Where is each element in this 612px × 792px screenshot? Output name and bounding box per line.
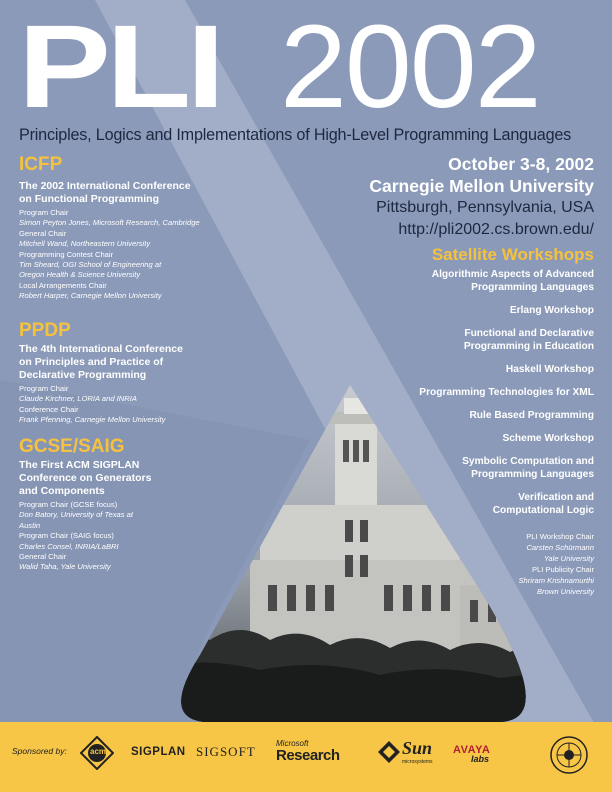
event-city: Pittsburgh, Pennsylvania, USA [376, 199, 594, 216]
person-name: Charles Consel, INRIA/LaBRI [19, 541, 119, 551]
conference-gcse-saig [19, 437, 234, 573]
workshop-item [354, 363, 594, 376]
workshop-line: Algorithmic Aspects of Advanced [431, 269, 594, 280]
role-label: Program Chair (GCSE focus) [19, 500, 118, 509]
sigplan-logo: SIGPLAN [131, 746, 186, 758]
person-name: Tim Sheard, OGI School of Engineering at [19, 260, 162, 270]
workshop-list [354, 268, 594, 527]
person-name: Walid Taha, Yale University [19, 562, 111, 572]
sun-text: Sun [402, 738, 433, 758]
workshop-line: Haskell Workshop [505, 364, 594, 375]
workshop-item [354, 304, 594, 317]
conference-name-line: on Functional Programming [19, 193, 160, 205]
role-label: Program Chair (SAIG focus) [19, 531, 114, 541]
conference-name-line: on Principles and Practice of [19, 356, 164, 368]
workshop-line: Rule Based Programming [469, 410, 594, 421]
microsoft-text: Microsoft [276, 739, 309, 748]
event-info [369, 153, 594, 241]
acm-logo-text: acm [90, 747, 107, 756]
workshop-line: Symbolic Computation and [462, 456, 594, 467]
role-label: General Chair [19, 552, 67, 562]
conference-name-line: Conference on Generators [19, 472, 152, 484]
conference-ppdp [19, 321, 234, 426]
pli-chairs [518, 531, 594, 597]
person-affiliation: Yale University [543, 554, 594, 563]
event-url[interactable]: http://pli2002.cs.brown.edu/ [398, 221, 594, 238]
role-label: Conference Chair [19, 404, 79, 414]
satellite-workshops-heading: Satellite Workshops [431, 245, 594, 264]
conference-name-line: and Components [19, 485, 105, 497]
conference-name-line: The 2002 International Conference [19, 180, 191, 192]
workshop-item [354, 455, 594, 481]
conference-name-line: The First ACM SIGPLAN [19, 459, 140, 471]
conference-name-line: The 4th International Conference [19, 343, 183, 355]
workshop-item [354, 268, 594, 294]
person-name: Robert Harper, Carnegie Mellon University [19, 291, 162, 301]
workshop-line: Programming in Education [463, 341, 594, 352]
event-date: October 3-8, 2002 [448, 154, 594, 174]
conference-abbr: GCSE/SAIG [19, 436, 125, 457]
event-host: Carnegie Mellon University [369, 176, 594, 196]
workshop-item [354, 432, 594, 445]
person-name: Frank Pfenning, Carnegie Mellon University [19, 415, 166, 425]
microsoft-research-logo [276, 739, 340, 764]
title-year: 2002 [280, 1, 540, 133]
role-label: PLI Workshop Chair [526, 532, 594, 541]
workshop-item [354, 409, 594, 422]
avaya-text: AVAYA [453, 744, 491, 756]
sponsored-by-label: Sponsored by: [12, 746, 67, 756]
avaya-labs-logo [453, 744, 490, 764]
person-name: Oregon Health & Science University [19, 270, 141, 280]
role-label: Local Arrangements Chair [19, 280, 107, 290]
workshop-line: Scheme Workshop [502, 433, 594, 444]
conference-abbr: PPDP [19, 320, 71, 341]
conference-name-line: Declarative Programming [19, 369, 147, 381]
workshop-line: Verification and [518, 492, 594, 503]
acm-logo [80, 736, 114, 770]
workshop-line: Programming Languages [471, 469, 594, 480]
person-name: Carsten Schürmann [526, 543, 594, 552]
conference-abbr: ICFP [19, 154, 63, 175]
workshop-item [354, 491, 594, 517]
title-pli: PLI [18, 1, 221, 133]
conference-icfp [19, 155, 234, 302]
person-name: Simon Peyton Jones, Microsoft Research, Cambridge [19, 218, 200, 228]
workshop-item [354, 386, 594, 399]
workshop-line: Computational Logic [492, 505, 594, 516]
sigsoft-logo: SIGSOFT [196, 744, 256, 759]
research-text: Research [276, 747, 340, 764]
role-label: Program Chair [19, 384, 69, 393]
person-name: Mitchell Wand, Northeastern University [19, 239, 151, 249]
person-affiliation: Brown University [537, 587, 594, 596]
workshop-line: Programming Technologies for XML [419, 387, 594, 398]
person-name: Don Batory, University of Texas at [19, 510, 133, 520]
workshop-line: Programming Languages [471, 282, 594, 293]
subtitle: Principles, Logics and Implementations of High-Level Programming Languages [19, 126, 572, 144]
nsf-logo [549, 735, 589, 775]
person-name: Claude Kirchner, LORIA and INRIA [19, 394, 137, 404]
microsystems-text: microsystems [402, 759, 433, 765]
workshop-line: Erlang Workshop [509, 305, 594, 316]
role-label: Program Chair [19, 208, 69, 217]
person-name: Shriram Krishnamurthi [518, 576, 594, 585]
role-label: General Chair [19, 228, 67, 238]
workshop-line: Functional and Declarative [464, 328, 594, 339]
role-label: Programming Contest Chair [19, 249, 114, 259]
person-name: Austin [19, 520, 41, 530]
labs-text: labs [471, 754, 490, 764]
workshop-item [354, 327, 594, 353]
role-label: PLI Publicity Chair [531, 565, 594, 574]
